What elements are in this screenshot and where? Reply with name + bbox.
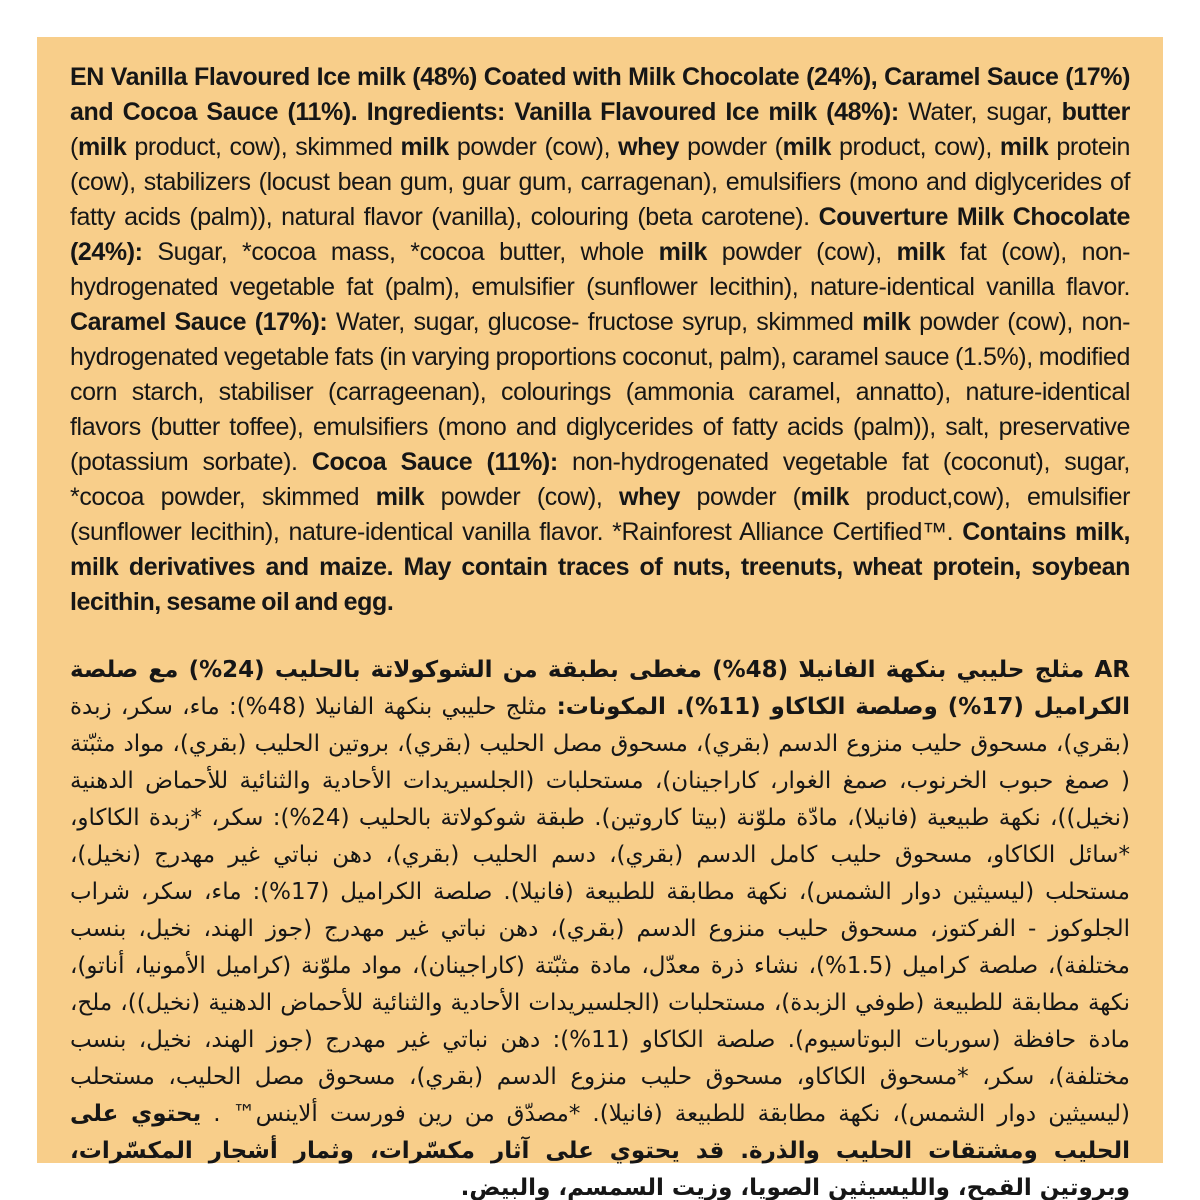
ingredients-text-arabic: AR مثلج حليبي بنكهة الفانيلا (48%) مغطى بطبقة من الشوكولاتة بالحليب (24%) مع صلصة الكراميل (17%) وصلصة الكاكاو (11%). المكونات: مثلج حليبي بنكهة الفانيلا (48%): ماء، سكر، زبدة (بقري)، مسحوق حليب منزوع الدسم (بقري)، مسحوق مصل الحليب (بقري)، بروتين الحليب (بقري)، مواد مثبّتة ( صمغ حبوب الخرنوب، صمغ الغوار، كاراجينان)، مستحلبات (الجلسيريدات الأحادية والثنائية للأحماض الدهنية (نخيل))، نكهة طبيعية (فانيلا)، مادّة ملوّنة (بيتا كاروتين). طبقة شوكولاتة بالحليب (24%): سكر، *زبدة الكاكاو، *سائل الكاكاو، مسحوق حليب كامل الدسم (بقري)، دسم الحليب (بقري)، دهن نباتي غير مهدرج (نخيل)، مستحلب (ليسيثين دوار الشمس)، نكهة مطابقة للطبيعة (فانيلا). صلصة الكراميل (17%): ماء، سكر، شراب الجلوكوز - الفركتوز، مسحوق حليب منزوع الدسم (بقري)، دهن نباتي غير مهدرج (جوز الهند، نخيل، بنسب مختلفة)، صلصة كراميل (1.5%)، نشاء ذرة معدّل، مادة مثبّتة (كاراجينان)، مواد ملوّنة (كراميل الأمونيا، أناتو)، نكهة مطابقة للطبيعة (طوفي الزبدة)، مستحلبات (الجلسيريدات الأحادية والثنائية للأحماض الدهنية (نخيل))، ملح، مادة حافظة (سوربات البوتاسيوم). صلصة الكاكاو (11%): دهن نباتي غير مهدرج (جوز الهند، نخيل، بنسب مختلفة)، سكر، *مسحوق الكاكاو، مسحوق حليب منزوع الدسم (بقري)، مسحوق مصل الحليب، مستحلب (ليسيثين دوار الشمس)، نكهة مطابقة للطبيعة (فانيلا). *مصدّق من رين فورست ألاينس™ . يحتوي على الحليب ومشتقات الحليب والذرة. قد يحتوي على آثار مكسّرات، وثمار أشجار المكسّرات، وبروتين القمح، والليسيثين الصويا، وزيت السمسم، والبيض. <box>70 657 1131 1200</box>
ingredients-panel <box>37 37 1163 1200</box>
ingredients-text-english: EN Vanilla Flavoured Ice milk (48%) Coated with Milk Chocolate (24%), Caramel Sauce (17%) and Cocoa Sauce (11%). Ingredients: Vanilla Flavoured Ice milk (48%): Water, sugar, butter (milk product, cow), skimmed milk powder (cow), whey powder (milk product, cow), milk protein (cow), stabilizers (locust bean gum, guar gum, carragenan), emulsifiers (mono and diglycerides of fatty acids (palm)), natural flavor (vanilla), colouring (beta carotene). Couverture Milk Chocolate (24%): Sugar, *cocoa mass, *cocoa butter, whole milk powder (cow), milk fat (cow), non-hydrogenated vegetable fat (palm), emulsifier (sunflower lecithin), nature-identical vanilla flavor. Caramel Sauce (17%): Water, sugar, glucose- fructose syrup, skimmed milk powder (cow), non-hydrogenated vegetable fats (in varying proportions coconut, palm), caramel sauce (1.5%), modified corn starch, stabiliser (carrageenan), colourings (ammonia caramel, annatto), nature-identical flavors (butter toffee), emulsifiers (mono and diglycerides of fatty acids (palm)), salt, preservative (potassium sorbate). Cocoa Sauce (11%): non-hydrogenated vegetable fat (coconut), sugar, *cocoa powder, skimmed milk powder (cow), whey powder (milk product,cow), emulsifier (sunflower lecithin), nature-identical vanilla flavor. *Rainforest Alliance Certified™. Contains milk, milk derivatives and maize. May contain traces of nuts, treenuts, wheat protein, soybean lecithin, sesame oil and egg. <box>70 63 1131 616</box>
